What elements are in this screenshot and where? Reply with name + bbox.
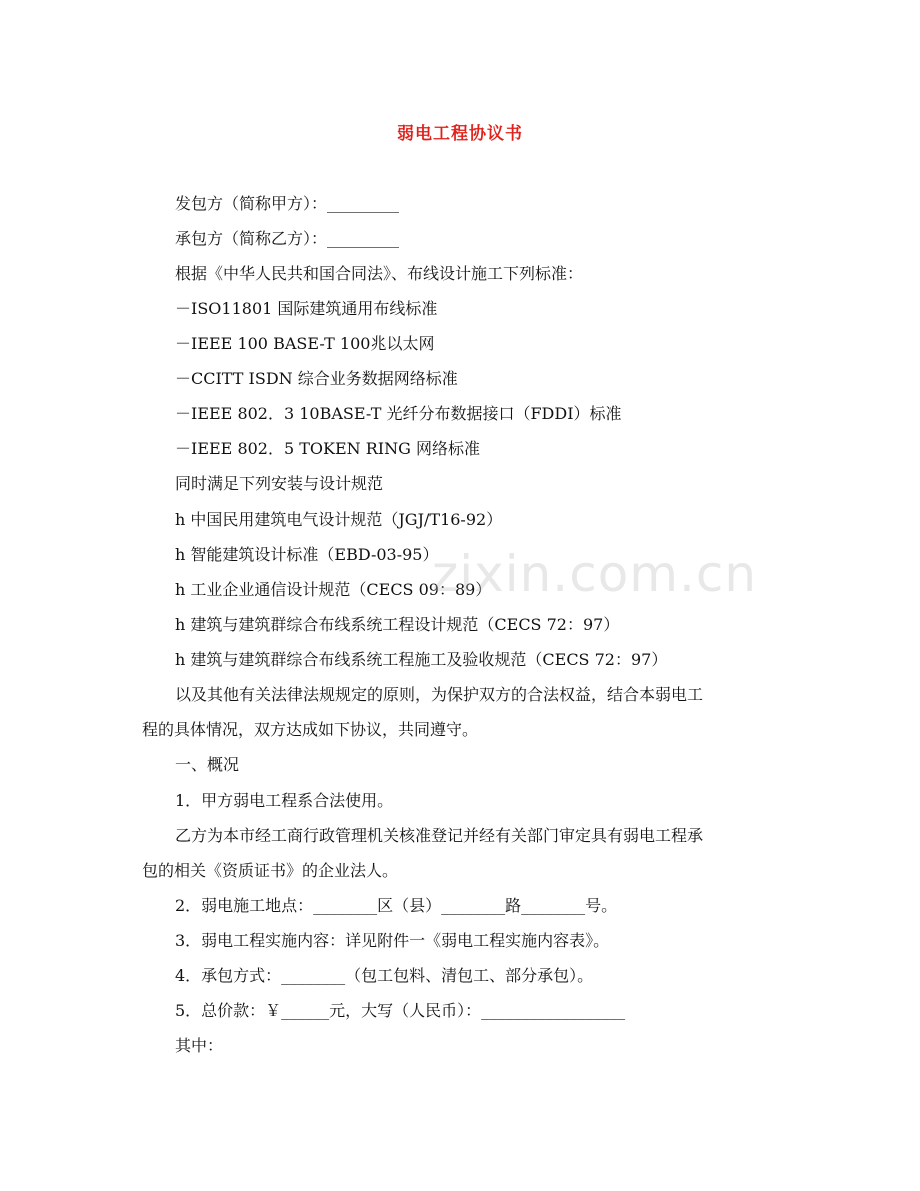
spec-heading: 同时满足下列安装与设计规范 xyxy=(175,474,384,493)
standard-item: －IEEE 802．3 10BASE-T 光纤分布数据接口（FDDI）标准 xyxy=(175,404,622,423)
watermark: zixin.com.cn xyxy=(432,545,758,603)
standard-item: －CCITT ISDN 综合业务数据网络标准 xyxy=(175,369,458,388)
party-a-line: 发包方（简称甲方）：_________ xyxy=(175,194,400,213)
spec-item: h 智能建筑设计标准（EBD-03-95） xyxy=(175,545,439,564)
principle-line-cont: 程的具体情况，双方达成如下协议，共同遵守。 xyxy=(142,720,479,739)
clause-2: 2．弱电施工地点：________区（县）________路________号。 xyxy=(175,896,618,915)
spec-item: h 工业企业通信设计规范（CECS 09：89） xyxy=(175,580,492,599)
party-b-line: 承包方（简称乙方）：_________ xyxy=(175,229,400,248)
clause-5-sub: 其中： xyxy=(175,1036,224,1055)
standard-item: －ISO11801 国际建筑通用布线标准 xyxy=(175,299,438,318)
clause-5: 5．总价款：￥______元，大写（人民币）：__________________ xyxy=(175,1001,626,1020)
basis-line: 根据《中华人民共和国合同法》、布线设计施工下列标准： xyxy=(175,264,584,283)
standard-item: －IEEE 802．5 TOKEN RING 网络标准 xyxy=(175,439,480,458)
document-title: 弱电工程协议书 xyxy=(397,124,523,144)
spec-item: h 建筑与建筑群综合布线系统工程施工及验收规范（CECS 72：97） xyxy=(175,650,668,669)
party-b-desc-cont: 包的相关《资质证书》的企业法人。 xyxy=(142,861,399,880)
standard-item: －IEEE 100 BASE-T 100兆以太网 xyxy=(175,334,435,353)
spec-item: h 建筑与建筑群综合布线系统工程设计规范（CECS 72：97） xyxy=(175,615,620,634)
clause-1: 1．甲方弱电工程系合法使用。 xyxy=(175,791,394,810)
clause-4: 4．承包方式：________（包工包料、清包工、部分承包）。 xyxy=(175,966,594,985)
section-heading: 一、概况 xyxy=(175,755,240,774)
principle-line: 以及其他有关法律法规规定的原则，为保护双方的合法权益，结合本弱电工 xyxy=(175,685,704,704)
party-b-desc: 乙方为本市经工商行政管理机关核准登记并经有关部门审定具有弱电工程承 xyxy=(175,826,704,845)
spec-item: h 中国民用建筑电气设计规范（JGJ/T16-92） xyxy=(175,510,503,529)
clause-3: 3．弱电工程实施内容：详见附件一《弱电工程实施内容表》。 xyxy=(175,931,610,950)
